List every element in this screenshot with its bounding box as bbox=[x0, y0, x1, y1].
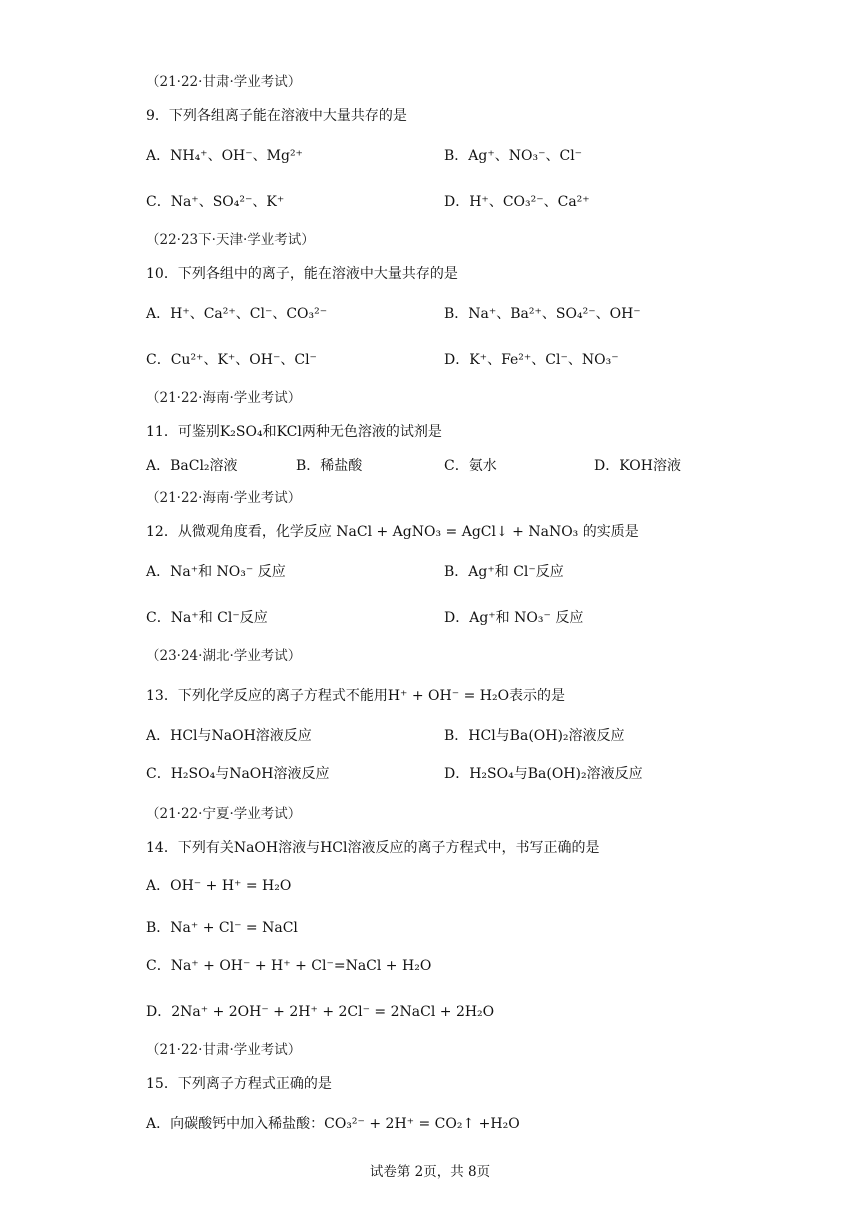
option-d: D．K⁺、Fe²⁺、Cl⁻、NO₃⁻ bbox=[444, 352, 619, 368]
option-d: D．2Na⁺ + 2OH⁻ + 2H⁺ + 2Cl⁻ = 2NaCl + 2H₂O bbox=[146, 1004, 495, 1020]
question-source: （21·22·海南·学业考试） bbox=[146, 490, 302, 506]
option-c: C．氨水 bbox=[444, 458, 497, 474]
option-c: C．Na⁺和 Cl⁻反应 bbox=[146, 610, 268, 626]
option-c: C．H₂SO₄与NaOH溶液反应 bbox=[146, 766, 330, 782]
option-c: C．Cu²⁺、K⁺、OH⁻、Cl⁻ bbox=[146, 352, 317, 368]
option-b: B．Na⁺、Ba²⁺、SO₄²⁻、OH⁻ bbox=[444, 306, 641, 322]
option-d: D．KOH溶液 bbox=[594, 458, 681, 474]
option-b: B．HCl与Ba(OH)₂溶液反应 bbox=[444, 728, 625, 744]
question-stem: 13．下列化学反应的离子方程式不能用H⁺ + OH⁻ = H₂O表示的是 bbox=[146, 688, 566, 704]
option-b: B．Na⁺ + Cl⁻ = NaCl bbox=[146, 920, 298, 936]
option-a: A．向碳酸钙中加入稀盐酸：CO₃²⁻ + 2H⁺ = CO₂↑ +H₂O bbox=[146, 1116, 520, 1132]
option-b: B．稀盐酸 bbox=[296, 458, 363, 474]
option-d: D．H⁺、CO₃²⁻、Ca²⁺ bbox=[444, 194, 590, 210]
option-a: A．BaCl₂溶液 bbox=[146, 458, 238, 474]
option-a: A．Na⁺和 NO₃⁻ 反应 bbox=[146, 564, 286, 580]
option-c: C．Na⁺ + OH⁻ + H⁺ + Cl⁻=NaCl + H₂O bbox=[146, 958, 432, 974]
option-a: A．H⁺、Ca²⁺、Cl⁻、CO₃²⁻ bbox=[146, 306, 328, 322]
question-stem: 10．下列各组中的离子，能在溶液中大量共存的是 bbox=[146, 266, 458, 282]
question-stem: 11．可鉴别K₂SO₄和KCl两种无色溶液的试剂是 bbox=[146, 424, 442, 440]
question-stem: 9．下列各组离子能在溶液中大量共存的是 bbox=[146, 108, 407, 124]
question-source: （21·22·甘肃·学业考试） bbox=[146, 74, 302, 90]
option-b: B．Ag⁺、NO₃⁻、Cl⁻ bbox=[444, 148, 583, 164]
option-c: C．Na⁺、SO₄²⁻、K⁺ bbox=[146, 194, 285, 210]
question-source: （23·24·湖北·学业考试） bbox=[146, 648, 302, 664]
option-d: D．Ag⁺和 NO₃⁻ 反应 bbox=[444, 610, 584, 626]
option-a: A．NH₄⁺、OH⁻、Mg²⁺ bbox=[146, 148, 303, 164]
question-source: （22·23下·天津·学业考试） bbox=[146, 232, 315, 248]
question-source: （21·22·宁夏·学业考试） bbox=[146, 806, 302, 822]
option-d: D．H₂SO₄与Ba(OH)₂溶液反应 bbox=[444, 766, 643, 782]
question-source: （21·22·甘肃·学业考试） bbox=[146, 1042, 302, 1058]
question-stem: 14．下列有关NaOH溶液与HCl溶液反应的离子方程式中，书写正确的是 bbox=[146, 840, 600, 856]
question-source: （21·22·海南·学业考试） bbox=[146, 390, 302, 406]
page-footer: 试卷第 2页，共 8页 bbox=[369, 1164, 491, 1180]
question-stem: 12．从微观角度看，化学反应 NaCl + AgNO₃ = AgCl↓ + NaNO₃ 的实质是 bbox=[146, 524, 639, 540]
question-stem: 15．下列离子方程式正确的是 bbox=[146, 1076, 332, 1092]
option-a: A．HCl与NaOH溶液反应 bbox=[146, 728, 312, 744]
option-b: B．Ag⁺和 Cl⁻反应 bbox=[444, 564, 564, 580]
option-a: A．OH⁻ + H⁺ = H₂O bbox=[146, 878, 292, 894]
